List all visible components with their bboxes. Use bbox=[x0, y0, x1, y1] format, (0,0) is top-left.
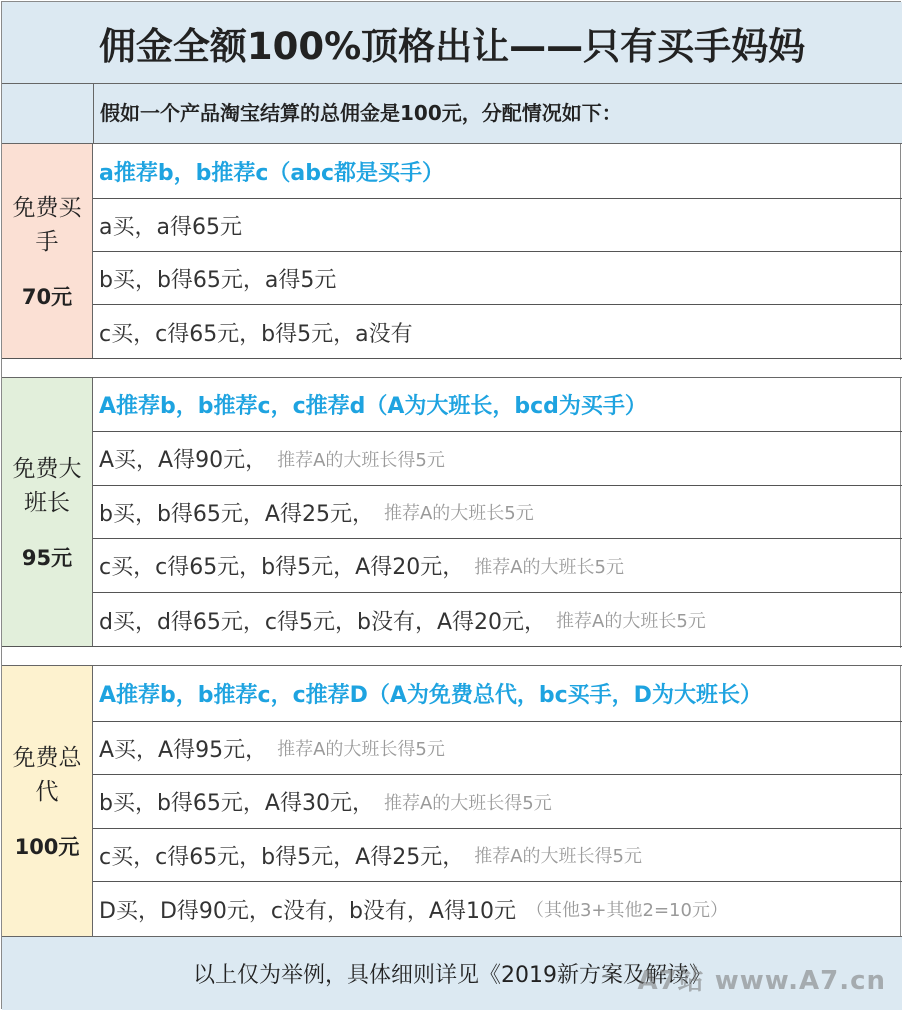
row-text: b买，b得65元，a得5元 bbox=[99, 267, 337, 293]
row-note: 推荐A的大班长5元 bbox=[474, 556, 624, 578]
row-text: c买，c得65元，b得5元，a没有 bbox=[99, 321, 413, 347]
intro-text: 假如一个产品淘宝结算的总佣金是100元，分配情况如下： bbox=[100, 101, 622, 125]
row-text: A推荐b，b推荐c，c推荐D（A为免费总代，bc买手，D为大班长） bbox=[99, 683, 762, 708]
table-row bbox=[93, 199, 902, 252]
table-row bbox=[93, 775, 902, 829]
section-amount: 95元 bbox=[21, 546, 73, 570]
row-note: 推荐A的大班长5元 bbox=[383, 503, 534, 524]
table-row bbox=[93, 432, 902, 486]
table-row bbox=[93, 252, 902, 305]
section-rows bbox=[93, 378, 902, 646]
section-scenario-row bbox=[93, 666, 902, 722]
row-text: d买，d得65元，c得5元，b没有，A得20元， bbox=[99, 609, 547, 635]
row-text: c买，c得65元，b得5元，A得25元， bbox=[99, 844, 465, 870]
watermark: A7站 www.A7.cn bbox=[637, 966, 886, 996]
row-text: a买，a得65元 bbox=[99, 214, 242, 240]
row-note: （其他3+其他2=10元） bbox=[525, 900, 728, 921]
section-label bbox=[2, 144, 93, 358]
table-row bbox=[93, 539, 902, 593]
section-free-agent bbox=[2, 666, 902, 936]
table-row bbox=[93, 882, 902, 936]
footer-note: 以上仅为举例，具体细则详见《2019新方案及解读》 bbox=[2, 936, 902, 1010]
row-text: c买，c得65元，b得5元，A得20元， bbox=[99, 555, 465, 580]
row-note: 推荐A的大班长得5元 bbox=[277, 739, 445, 760]
table-row bbox=[93, 305, 902, 359]
row-text: a推荐b，b推荐c（abc都是买手） bbox=[99, 160, 445, 186]
table-row bbox=[93, 593, 902, 647]
page-title: 佣金全额100%顶格出让——只有买手妈妈 bbox=[2, 2, 902, 84]
section-scenario-row bbox=[93, 378, 902, 432]
row-text: b买，b得65元，A得30元， bbox=[99, 791, 374, 816]
row-note: 推荐A的大班长得5元 bbox=[474, 846, 642, 867]
section-amount: 70元 bbox=[21, 285, 73, 309]
section-gap bbox=[2, 648, 902, 666]
section-rows bbox=[93, 144, 902, 358]
row-note: 推荐A的大班长5元 bbox=[556, 611, 706, 632]
section-gap bbox=[2, 360, 902, 378]
section-name: 免费买手 bbox=[12, 195, 82, 255]
row-text: b买，b得65元，A得25元， bbox=[99, 501, 374, 527]
section-label bbox=[2, 378, 93, 646]
row-note: 推荐A的大班长得5元 bbox=[383, 792, 552, 814]
section-free-buyer bbox=[2, 144, 902, 359]
section-free-monitor bbox=[2, 378, 902, 647]
row-text: A买，A得95元， bbox=[99, 737, 268, 763]
section-name: 免费大班长 bbox=[12, 456, 82, 516]
intro-empty-cell bbox=[2, 84, 94, 143]
intro-row bbox=[2, 84, 902, 144]
section-name: 免费总代 bbox=[12, 745, 82, 805]
section-scenario-row bbox=[93, 144, 902, 199]
table-row bbox=[93, 722, 902, 775]
section-amount: 100元 bbox=[14, 835, 80, 859]
row-note: 推荐A的大班长得5元 bbox=[277, 449, 445, 471]
row-text: A推荐b，b推荐c，c推荐d（A为大班长，bcd为买手） bbox=[99, 394, 647, 419]
section-label bbox=[2, 666, 93, 936]
row-text: D买，D得90元，c没有，b没有，A得10元 bbox=[99, 898, 516, 924]
table-row bbox=[93, 829, 902, 882]
commission-table bbox=[1, 1, 901, 1009]
section-rows bbox=[93, 666, 902, 936]
table-row bbox=[93, 486, 902, 539]
row-text: A买，A得90元， bbox=[99, 448, 268, 473]
